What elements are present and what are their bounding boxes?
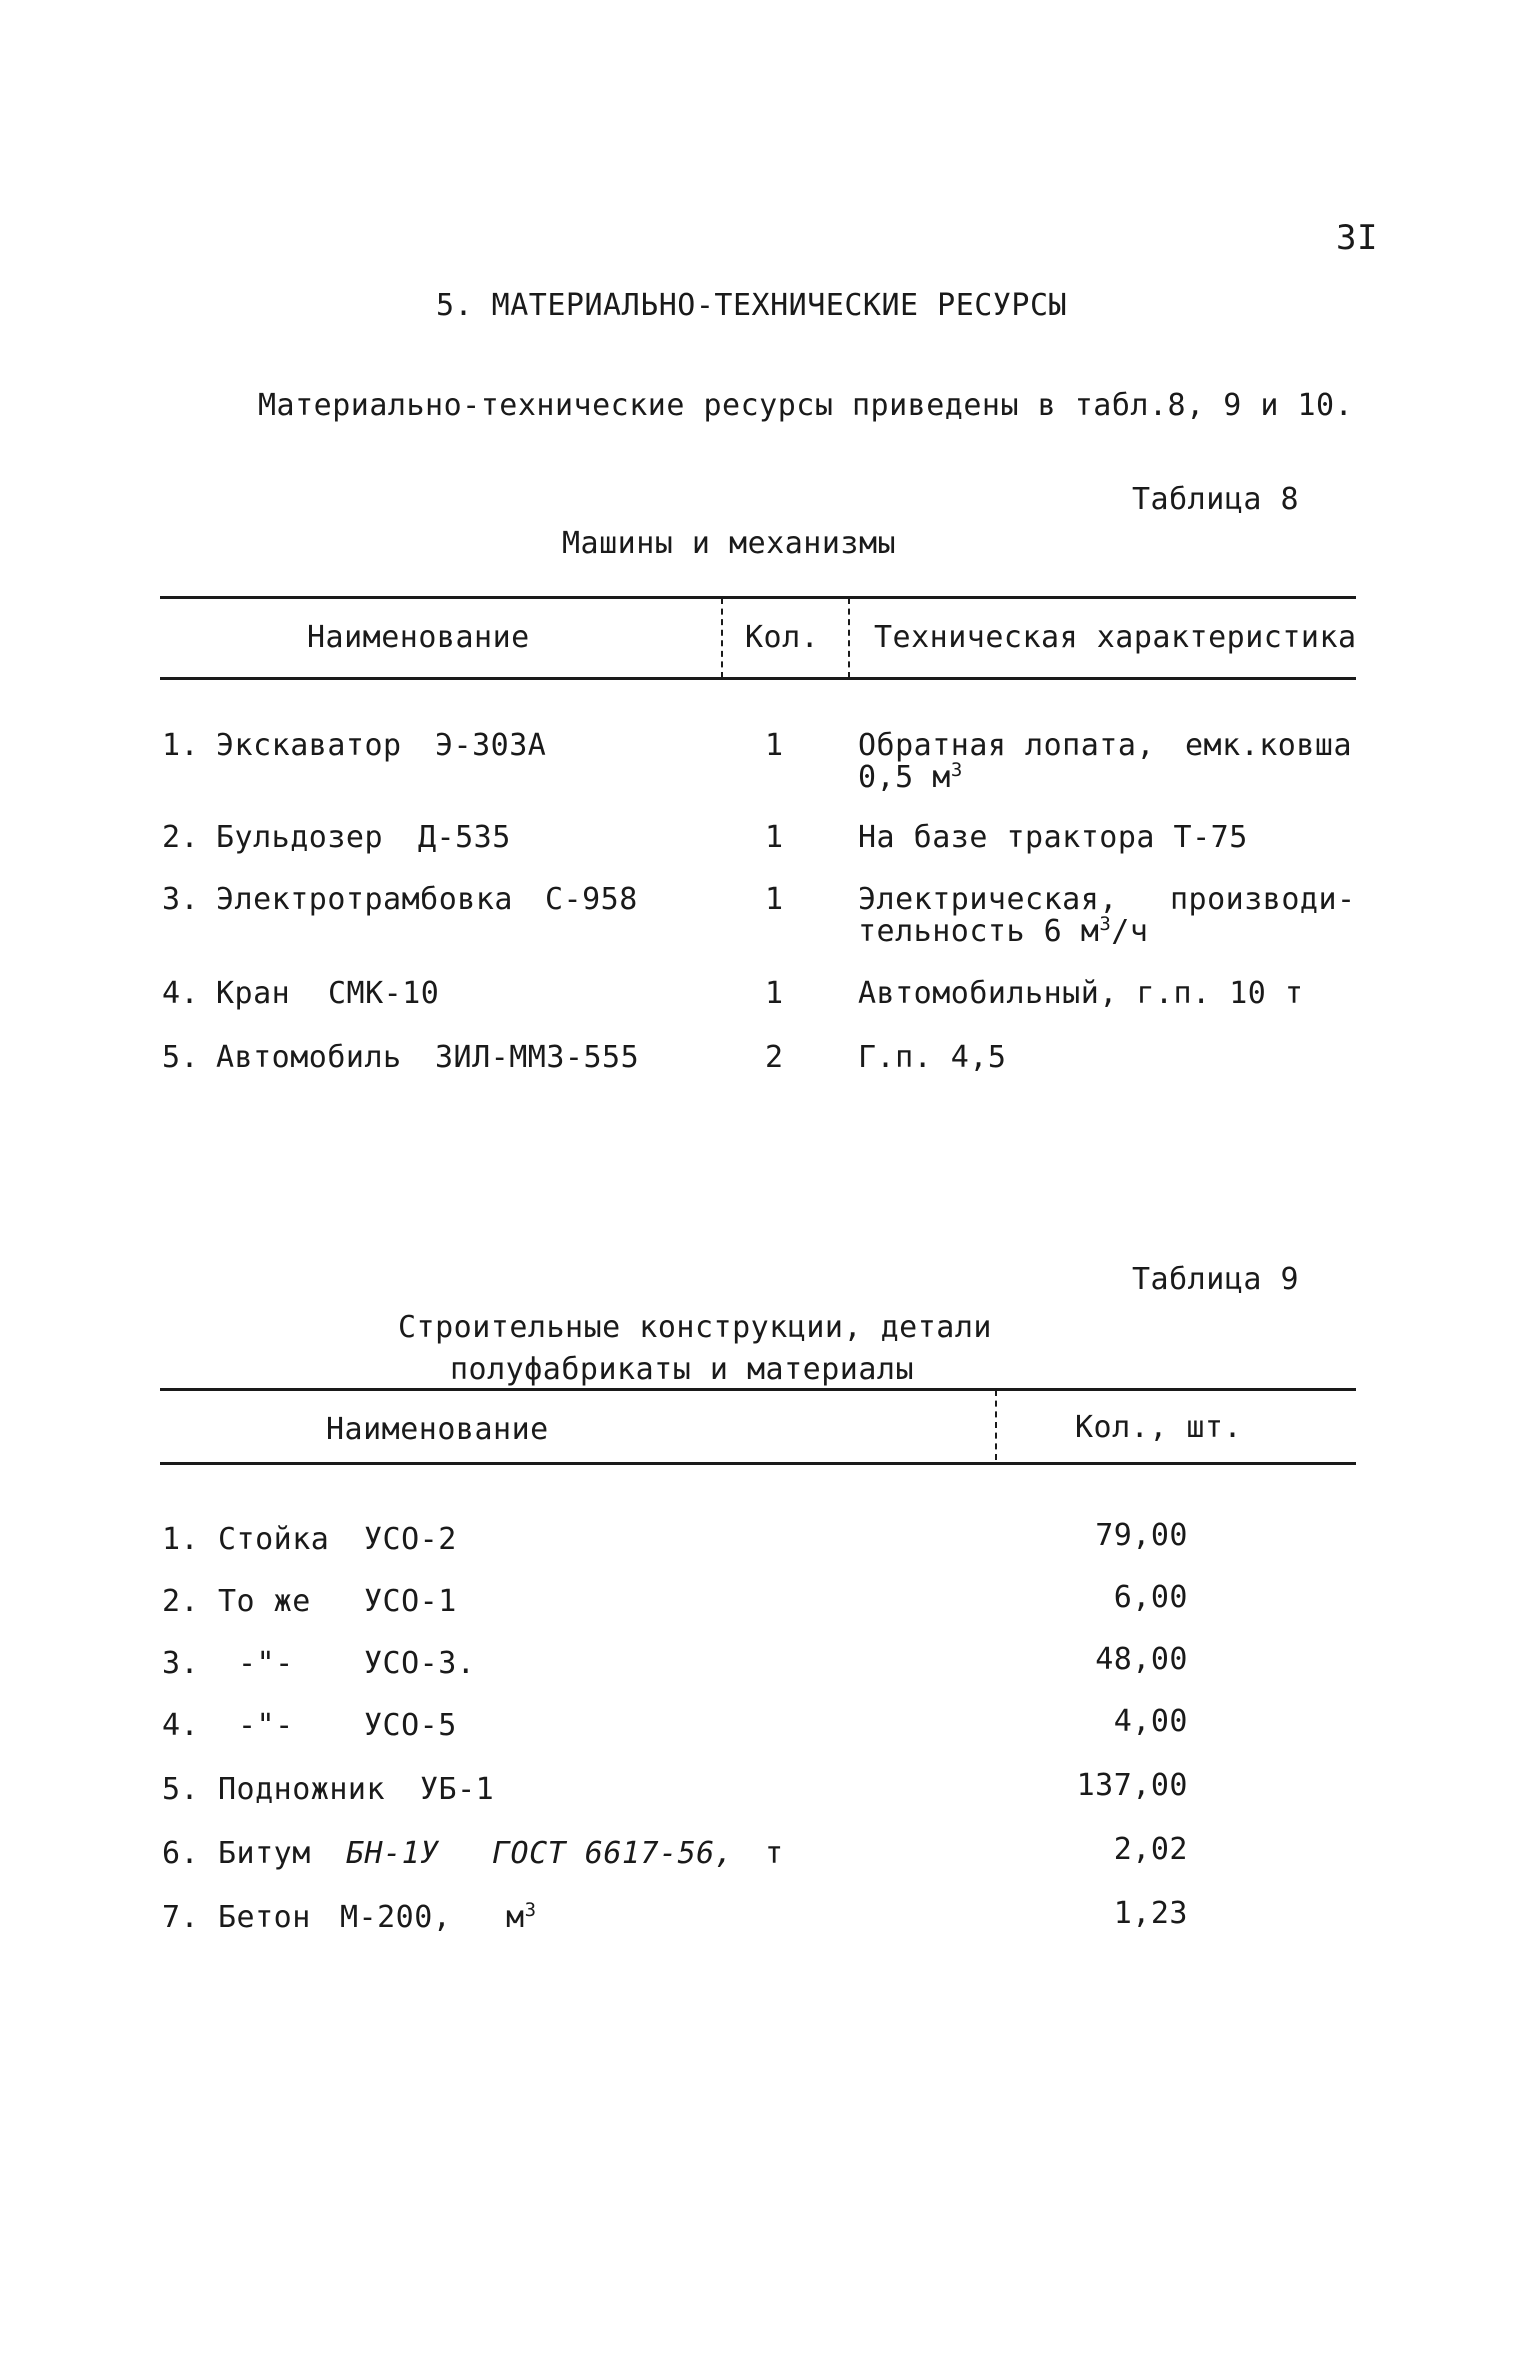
table8-header-spec: Техническая характеристика: [874, 620, 1357, 655]
table9-label: Таблица 9: [1132, 1262, 1300, 1297]
table8-header-rule: [160, 677, 1356, 680]
table8-label: Таблица 8: [1132, 482, 1300, 517]
table9-col-divider: [995, 1390, 997, 1460]
table9-top-rule: [160, 1388, 1356, 1391]
table8-col-divider-2: [848, 598, 850, 678]
section-title: 5. МАТЕРИАЛЬНО-ТЕХНИЧЕСКИЕ РЕСУРСЫ: [436, 288, 1068, 323]
table8-header-name: Наименование: [307, 620, 530, 655]
table8-col-divider-1: [721, 598, 723, 678]
table8-header-qty: Кол.: [745, 620, 820, 655]
table8-top-rule: [160, 596, 1356, 599]
table9-title-line2: полуфабрикаты и материалы: [450, 1352, 915, 1387]
intro-text: Материально-технические ресурсы приведены в табл.8, 9 и 10.: [258, 388, 1354, 423]
table9-header-name: Наименование: [326, 1412, 549, 1447]
table8-title: Машины и механизмы: [562, 526, 897, 561]
table9-header-qty: Кол., шт.: [1075, 1410, 1243, 1445]
table9-title-line1: Строительные конструкции, детали: [398, 1310, 992, 1345]
page-number: 3I: [1336, 218, 1378, 258]
table9-header-rule: [160, 1462, 1356, 1465]
